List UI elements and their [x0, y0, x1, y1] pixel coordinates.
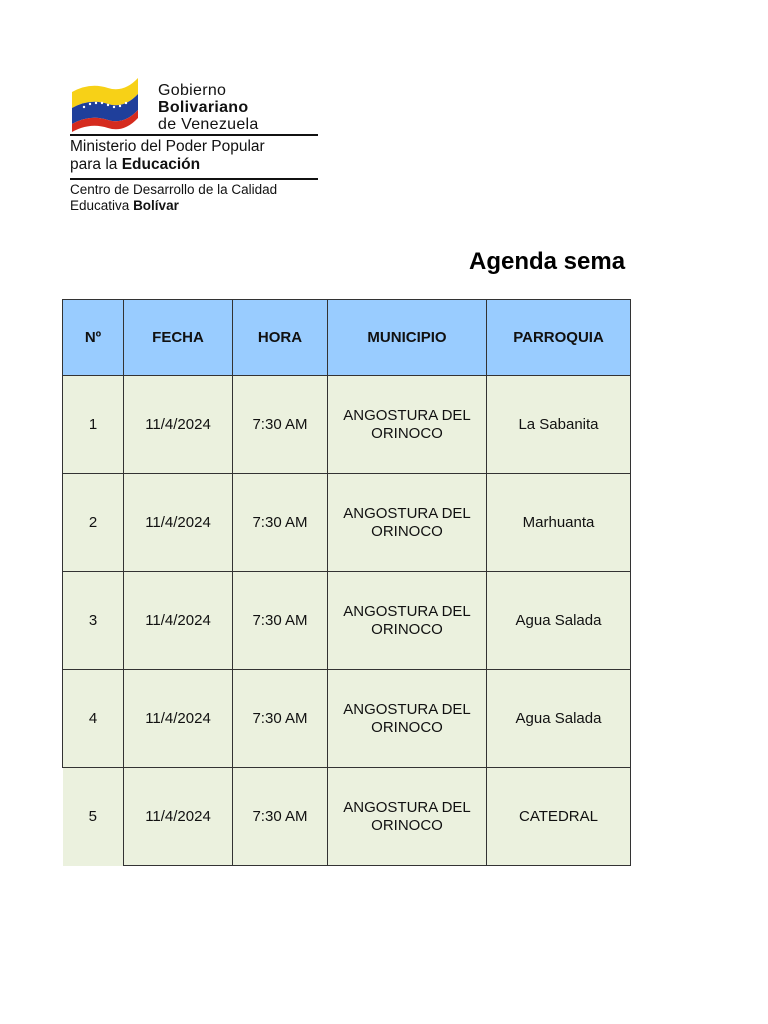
cell-fecha: 11/4/2024	[124, 768, 233, 866]
header-numero: Nº	[63, 300, 124, 376]
cell-parroquia: La Sabanita	[487, 376, 631, 474]
cell-parroquia: Marhuanta	[487, 474, 631, 572]
cell-hora: 7:30 AM	[233, 670, 328, 768]
ministerio-line-2: para la Educación	[70, 156, 201, 173]
cell-municipio: ANGOSTURA DEL ORINOCO	[328, 376, 487, 474]
cell-municipio: ANGOSTURA DEL ORINOCO	[328, 572, 487, 670]
cell-parroquia: Agua Salada	[487, 670, 631, 768]
table-header-row	[63, 300, 631, 376]
table-row	[63, 572, 631, 670]
cell-hora: 7:30 AM	[233, 572, 328, 670]
header-hora: HORA	[233, 300, 328, 376]
table-row	[63, 474, 631, 572]
table-row	[63, 670, 631, 768]
ministerio-line-1: Ministerio del Poder Popular	[70, 138, 265, 155]
gobierno-line-3: de Venezuela	[158, 116, 259, 133]
header-municipio: MUNICIPIO	[328, 300, 487, 376]
cell-municipio: ANGOSTURA DEL ORINOCO	[328, 670, 487, 768]
centro-text	[70, 182, 277, 214]
table-row	[63, 768, 631, 866]
cell-numero: 2	[63, 474, 124, 572]
agenda-table	[62, 299, 631, 866]
cell-numero: 1	[63, 376, 124, 474]
gobierno-line-2: Bolivariano	[158, 99, 249, 116]
cell-hora: 7:30 AM	[233, 768, 328, 866]
logo-divider-1	[70, 134, 318, 136]
header-parroquia: PARROQUIA	[487, 300, 631, 376]
cell-fecha: 11/4/2024	[124, 474, 233, 572]
header-fecha: FECHA	[124, 300, 233, 376]
cell-numero: 3	[63, 572, 124, 670]
cell-parroquia: Agua Salada	[487, 572, 631, 670]
cell-municipio: ANGOSTURA DEL ORINOCO	[328, 768, 487, 866]
cell-fecha: 11/4/2024	[124, 572, 233, 670]
ministerio-text	[70, 138, 265, 174]
cell-hora: 7:30 AM	[233, 376, 328, 474]
cell-numero: 4	[63, 670, 124, 768]
ministry-logo	[70, 74, 320, 216]
cell-fecha: 11/4/2024	[124, 376, 233, 474]
centro-line-1: Centro de Desarrollo de la Calidad	[70, 182, 278, 197]
centro-line-2: Educativa Bolívar	[70, 198, 179, 213]
cell-numero: 5	[63, 768, 124, 866]
cell-parroquia: CATEDRAL	[487, 768, 631, 866]
page-title: Agenda sema	[469, 248, 626, 275]
logo-divider-2	[70, 178, 318, 180]
cell-municipio: ANGOSTURA DEL ORINOCO	[328, 474, 487, 572]
gobierno-line-1: Gobierno	[158, 82, 227, 99]
cell-hora: 7:30 AM	[233, 474, 328, 572]
venezuela-flag-icon	[70, 74, 140, 134]
table-row	[63, 376, 631, 474]
gobierno-text	[158, 82, 259, 133]
cell-fecha: 11/4/2024	[124, 670, 233, 768]
